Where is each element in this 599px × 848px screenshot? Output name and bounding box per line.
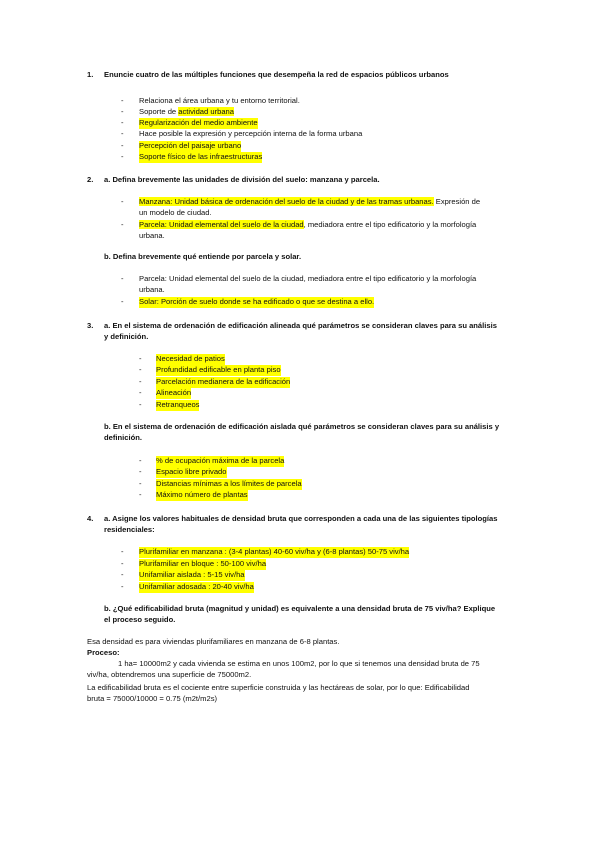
q4a-title-cont: residenciales: — [104, 525, 155, 534]
bullet-dash: - — [139, 377, 142, 386]
bullet-dash: - — [121, 118, 124, 127]
q3-number: 3. — [87, 321, 94, 330]
bullet-dash: - — [139, 365, 142, 374]
q2b-item: Solar: Porción de suelo donde se ha edificado o que se destina a ello. — [139, 297, 375, 306]
q2a-title: a. Defina brevemente las unidades de división del suelo: manzana y parcela. — [104, 175, 380, 184]
q3b-item: Máximo número de plantas — [156, 490, 248, 499]
q1-item: Percepción del paisaje urbano — [139, 141, 242, 150]
q3b-title: b. En el sistema de ordenación de edificación aislada qué parámetros se consideran claves para su análisis y — [104, 422, 500, 431]
bullet-dash: - — [121, 152, 124, 161]
q1-item: Relaciona el área urbana y tu entorno territorial. — [139, 96, 300, 105]
bullet-dash: - — [121, 547, 124, 556]
q4b-title-cont: el proceso seguido. — [104, 615, 176, 624]
q1-item: Soporte de actividad urbana — [139, 107, 234, 116]
bullet-dash: - — [121, 570, 124, 579]
bullet-dash: - — [121, 197, 124, 206]
answer-line: Esa densidad es para viviendas plurifamiliares en manzana de 6-8 plantas. — [87, 637, 340, 646]
answer-line: viv/ha, obtendremos una superficie de 75000m2. — [87, 670, 252, 679]
q4b-title: b. ¿Qué edificabilidad bruta (magnitud y unidad) es equivalente a una densidad bruta de 75 viv/ha? Explique — [104, 604, 496, 613]
bullet-dash: - — [139, 490, 142, 499]
q2b-item-cont: urbana. — [139, 285, 165, 294]
answer-line: 1 ha= 10000m2 y cada vivienda se estima en unos 100m2, por lo que si tenemos una densidad bruta de 75 — [118, 659, 480, 668]
q1-item: Soporte físico de las infraestructuras — [139, 152, 263, 161]
q4-number: 4. — [87, 514, 94, 523]
q2-number: 2. — [87, 175, 94, 184]
q2a-item: Parcela: Unidad elemental del suelo de la ciudad, mediadora entre el tipo edificatorio y la morfología — [139, 220, 477, 229]
answer-process-label: Proceso: — [87, 648, 120, 657]
bullet-dash: - — [139, 467, 142, 476]
answer-line: La edificabilidad bruta es el cociente entre superficie construida y las hectáreas de solar, por lo que: Edificabilidad — [87, 683, 470, 692]
bullet-dash: - — [139, 354, 142, 363]
bullet-dash: - — [139, 456, 142, 465]
q2b-title: b. Defina brevemente qué entiende por parcela y solar. — [104, 252, 302, 261]
q2a-item-cont: urbana. — [139, 231, 165, 240]
bullet-dash: - — [139, 400, 142, 409]
bullet-dash: - — [121, 582, 124, 591]
q3b-title-cont: definición. — [104, 433, 142, 442]
q3a-item: Alineación — [156, 388, 192, 397]
bullet-dash: - — [139, 388, 142, 397]
q3b-item: Espacio libre privado — [156, 467, 227, 476]
q3a-item: Parcelación medianera de la edificación — [156, 377, 291, 386]
q3b-item: % de ocupación máxima de la parcela — [156, 456, 285, 465]
answer-line: bruta = 75000/10000 = 0.75 (m2t/m2s) — [87, 694, 218, 703]
bullet-dash: - — [121, 220, 124, 229]
q3a-item: Necesidad de patios — [156, 354, 225, 363]
bullet-dash: - — [121, 96, 124, 105]
q4a-item: Unifamiliar aislada : 5-15 viv/ha — [139, 570, 245, 579]
bullet-dash: - — [121, 274, 124, 283]
q3b-item: Distancias mínimas a los límites de parcela — [156, 479, 302, 488]
q1-item: Hace posible la expresión y percepción interna de la forma urbana — [139, 129, 363, 138]
q1-item: Regularización del medio ambiente — [139, 118, 258, 127]
q1-title: Enuncie cuatro de las múltiples funciones que desempeña la red de espacios públicos urbanos — [104, 70, 449, 79]
q1-number: 1. — [87, 70, 94, 79]
bullet-dash: - — [121, 107, 124, 116]
q3a-item: Retranqueos — [156, 400, 200, 409]
q2a-item: Manzana: Unidad básica de ordenación del suelo de la ciudad y de las tramas urbanas. Expresión de — [139, 197, 481, 206]
q4a-item: Plurifamiliar en manzana : (3-4 plantas) 40-60 viv/ha y (6-8 plantas) 50-75 viv/ha — [139, 547, 410, 556]
bullet-dash: - — [121, 559, 124, 568]
q2a-item-cont: un modelo de ciudad. — [139, 208, 212, 217]
q2b-item: Parcela: Unidad elemental del suelo de la ciudad, mediadora entre el tipo edificatorio y la morfología — [139, 274, 477, 283]
bullet-dash: - — [121, 141, 124, 150]
bullet-dash: - — [121, 297, 124, 306]
q4a-item: Plurifamiliar en bloque : 50-100 viv/ha — [139, 559, 267, 568]
q4a-item: Unifamiliar adosada : 20-40 viv/ha — [139, 582, 254, 591]
q3a-item: Profundidad edificable en planta piso — [156, 365, 281, 374]
bullet-dash: - — [139, 479, 142, 488]
q3a-title: a. En el sistema de ordenación de edificación alineada qué parámetros se consideran claves para su análisis — [104, 321, 497, 330]
bullet-dash: - — [121, 129, 124, 138]
q3a-title-cont: y definición. — [104, 332, 149, 341]
q4a-title: a. Asigne los valores habituales de densidad bruta que corresponden a cada una de las siguientes tipologías — [104, 514, 498, 523]
